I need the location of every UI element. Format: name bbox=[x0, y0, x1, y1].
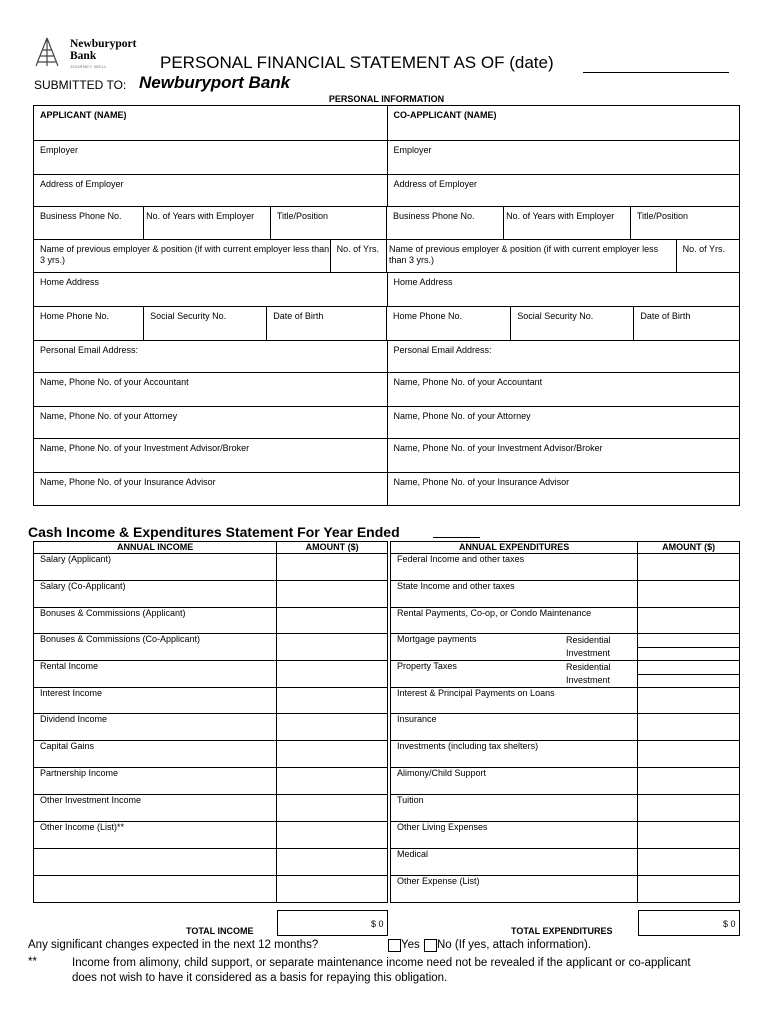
expenditure-item-text: State Income and other taxes bbox=[397, 581, 515, 591]
date-field[interactable] bbox=[583, 72, 729, 73]
expenditure-row bbox=[391, 768, 740, 795]
investment-label: Investment bbox=[566, 648, 611, 658]
expenditure-amount-field[interactable] bbox=[638, 822, 740, 849]
coapplicant-home-phone-field[interactable]: Home Phone No. bbox=[393, 311, 463, 321]
expenditure-item-text: Property Taxes bbox=[397, 661, 457, 671]
bank-name: Newburyport Bank bbox=[139, 73, 291, 92]
expenditure-item-label bbox=[391, 634, 638, 661]
income-item-label: Salary (Applicant) bbox=[34, 554, 277, 581]
applicant-home-address-field[interactable]: Home Address bbox=[40, 277, 100, 287]
expenditure-item-label bbox=[391, 876, 638, 903]
applicant-insurance-advisor-field[interactable]: Name, Phone No. of your Insurance Advisor bbox=[40, 477, 216, 487]
investment-label: Investment bbox=[566, 675, 611, 685]
income-row bbox=[34, 795, 388, 822]
expenditures-table bbox=[390, 541, 740, 903]
income-amount-field[interactable] bbox=[277, 554, 388, 581]
income-item-label: Bonuses & Commissions (Applicant) bbox=[34, 608, 277, 634]
expenditure-amount-field[interactable] bbox=[638, 714, 740, 741]
applicant-business-phone-field[interactable]: Business Phone No. bbox=[40, 211, 122, 221]
coapplicant-years-employer-field[interactable]: No. of Years with Employer bbox=[503, 207, 630, 239]
residential-label: Residential bbox=[566, 635, 611, 645]
income-item-label: Partnership Income bbox=[34, 768, 277, 795]
expenditure-amount-field[interactable] bbox=[638, 581, 740, 608]
income-header: ANNUAL INCOME bbox=[34, 542, 277, 554]
expenditure-item-label bbox=[391, 849, 638, 876]
income-amount-field[interactable] bbox=[277, 608, 388, 634]
income-amount-header: AMOUNT ($) bbox=[277, 542, 388, 554]
expenditure-item-text: Interest & Principal Payments on Loans bbox=[397, 688, 555, 698]
income-table bbox=[33, 541, 388, 903]
applicant-home-phone-field[interactable]: Home Phone No. bbox=[40, 311, 110, 321]
expenditure-amount-field[interactable] bbox=[638, 688, 740, 714]
changes-question: Any significant changes expected in the next 12 months? bbox=[28, 939, 319, 951]
expenditure-row bbox=[391, 688, 740, 714]
coapplicant-employer-field[interactable]: Employer bbox=[387, 141, 740, 174]
expenditure-row bbox=[391, 608, 740, 634]
expenditure-amount-field[interactable] bbox=[638, 741, 740, 768]
income-disclosure-note: Income from alimony, child support, or separate maintenance income need not be revealed if the applicant or co-applicant does not wish to have it considered as a basis for repaying this obligation. bbox=[72, 957, 691, 984]
expenditure-row bbox=[391, 822, 740, 849]
income-row bbox=[34, 581, 388, 608]
income-amount-field[interactable] bbox=[277, 688, 388, 714]
expenditure-item-text: Mortgage payments bbox=[397, 634, 477, 644]
expenditure-item-text: Other Expense (List) bbox=[397, 876, 480, 886]
no-label: No (If yes, attach information). bbox=[437, 939, 592, 951]
coapplicant-title-field[interactable]: Title/Position bbox=[630, 207, 739, 239]
expenditure-item-label bbox=[391, 768, 638, 795]
income-amount-field[interactable] bbox=[277, 634, 388, 661]
applicant-title-field[interactable]: Title/Position bbox=[270, 207, 386, 239]
income-amount-field[interactable] bbox=[277, 581, 388, 608]
applicant-email-field[interactable]: Personal Email Address: bbox=[40, 345, 139, 355]
applicant-attorney-field[interactable]: Name, Phone No. of your Attorney bbox=[40, 411, 178, 421]
total-income-label: TOTAL INCOME bbox=[186, 926, 254, 936]
income-row bbox=[34, 608, 388, 634]
applicant-investment-advisor-field[interactable]: Name, Phone No. of your Investment Advisor/Broker bbox=[40, 443, 250, 453]
submitted-to-label: SUBMITTED TO: bbox=[34, 78, 127, 92]
residential-label: Residential bbox=[566, 662, 611, 672]
personal-info-grid bbox=[33, 105, 740, 506]
total-expenditures-value: $ 0 bbox=[723, 919, 736, 929]
mortgage-type-labels bbox=[566, 661, 611, 687]
year-ended-field[interactable] bbox=[433, 537, 480, 538]
coapplicant-investment-advisor-field[interactable]: Name, Phone No. of your Investment Advisor/Broker bbox=[387, 439, 740, 472]
coapplicant-email-field[interactable]: Personal Email Address: bbox=[387, 341, 740, 372]
income-row bbox=[34, 741, 388, 768]
expenditure-item-text: Rental Payments, Co-op, or Condo Maintenance bbox=[397, 608, 592, 618]
yes-checkbox[interactable] bbox=[388, 939, 401, 952]
applicant-dob-field[interactable]: Date of Birth bbox=[266, 307, 386, 340]
applicant-employer-field[interactable]: Employer bbox=[40, 145, 79, 155]
income-item-label: Other Investment Income bbox=[34, 795, 277, 822]
page-title: PERSONAL FINANCIAL STATEMENT AS OF (date) bbox=[160, 53, 554, 72]
coapplicant-accountant-field[interactable]: Name, Phone No. of your Accountant bbox=[387, 373, 740, 406]
income-row bbox=[34, 714, 388, 741]
coapplicant-business-phone-field[interactable]: Business Phone No. bbox=[393, 211, 475, 221]
expenditures-header: ANNUAL EXPENDITURES bbox=[391, 542, 638, 554]
income-item-label: Interest Income bbox=[34, 688, 277, 714]
income-item-label: Capital Gains bbox=[34, 741, 277, 768]
applicant-employer-address-field[interactable]: Address of Employer bbox=[40, 179, 124, 189]
expenditure-amount-field[interactable] bbox=[638, 795, 740, 822]
expenditure-item-label bbox=[391, 688, 638, 714]
coapplicant-previous-employer-field[interactable]: Name of previous employer & position (if with current employer less than 3 yrs.) bbox=[389, 244, 659, 265]
residential-amount-field[interactable] bbox=[638, 634, 739, 648]
applicant-name-field[interactable]: APPLICANT (NAME) bbox=[40, 110, 127, 120]
coapplicant-previous-years-field[interactable]: No. of Yrs. bbox=[676, 240, 739, 272]
expenditure-row bbox=[391, 849, 740, 876]
expenditure-row bbox=[391, 795, 740, 822]
expenditure-row bbox=[391, 714, 740, 741]
expenditure-amount-field[interactable] bbox=[638, 608, 740, 634]
income-item-label: Bonuses & Commissions (Co-Applicant) bbox=[34, 634, 277, 661]
coapplicant-attorney-field[interactable]: Name, Phone No. of your Attorney bbox=[387, 407, 740, 438]
coapplicant-employer-address-field[interactable]: Address of Employer bbox=[387, 175, 740, 206]
expenditure-row bbox=[391, 661, 740, 688]
expenditure-item-text: Insurance bbox=[397, 714, 437, 724]
expenditure-item-text: Alimony/Child Support bbox=[397, 768, 487, 778]
expenditure-item-text: Tuition bbox=[397, 795, 424, 805]
coapplicant-insurance-advisor-field[interactable]: Name, Phone No. of your Insurance Advisor bbox=[387, 473, 740, 505]
income-row bbox=[34, 822, 388, 849]
expenditure-item-text: Investments (including tax shelters) bbox=[397, 741, 539, 751]
expenditure-amount-field[interactable] bbox=[638, 554, 740, 581]
expenditure-item-label bbox=[391, 554, 638, 581]
total-income-value: $ 0 bbox=[371, 919, 384, 929]
expenditure-item-text: Federal Income and other taxes bbox=[397, 554, 525, 564]
cash-statement-title: Cash Income & Expenditures Statement For Year Ended bbox=[28, 524, 400, 540]
income-item-label: Dividend Income bbox=[34, 714, 277, 741]
logo-name: Newburyport Bank bbox=[70, 38, 137, 62]
expenditure-item-text: Other Living Expenses bbox=[397, 822, 488, 832]
expenditure-row bbox=[391, 581, 740, 608]
expenditure-row bbox=[391, 876, 740, 903]
expenditure-row bbox=[391, 634, 740, 661]
expenditure-item-label bbox=[391, 741, 638, 768]
personal-info-title: PERSONAL INFORMATION bbox=[328, 94, 445, 104]
income-amount-field[interactable] bbox=[277, 795, 388, 822]
expenditures-amount-header: AMOUNT ($) bbox=[638, 542, 740, 554]
expenditure-item-label bbox=[391, 714, 638, 741]
expenditure-amount-field[interactable] bbox=[638, 768, 740, 795]
applicant-ssn-field[interactable]: Social Security No. bbox=[143, 307, 266, 340]
income-amount-field[interactable] bbox=[277, 741, 388, 768]
note-mark: ** bbox=[28, 956, 37, 968]
income-row bbox=[34, 661, 388, 688]
no-checkbox[interactable] bbox=[424, 939, 437, 952]
income-amount-field[interactable] bbox=[277, 849, 388, 876]
income-amount-field[interactable] bbox=[277, 714, 388, 741]
expenditure-item-label bbox=[391, 795, 638, 822]
expenditure-amount-field[interactable] bbox=[638, 634, 740, 661]
income-row bbox=[34, 768, 388, 795]
income-item-label: Other Income (List)** bbox=[34, 822, 277, 849]
income-row bbox=[34, 876, 388, 903]
income-amount-field[interactable] bbox=[277, 822, 388, 849]
residential-amount-field[interactable] bbox=[638, 661, 739, 675]
coapplicant-dob-field[interactable]: Date of Birth bbox=[633, 307, 739, 340]
mortgage-type-labels bbox=[566, 634, 611, 660]
total-expenditures-label: TOTAL EXPENDITURES bbox=[511, 926, 613, 936]
expenditure-item-label bbox=[391, 608, 638, 634]
income-row bbox=[34, 634, 388, 661]
expenditure-item-label bbox=[391, 822, 638, 849]
expenditure-item-text: Medical bbox=[397, 849, 429, 859]
income-row bbox=[34, 849, 388, 876]
expenditure-amount-field[interactable] bbox=[638, 876, 740, 903]
expenditure-item-label bbox=[391, 661, 638, 688]
income-row bbox=[34, 688, 388, 714]
applicant-accountant-field[interactable]: Name, Phone No. of your Accountant bbox=[40, 377, 189, 387]
income-item-label bbox=[34, 876, 277, 903]
totals-row bbox=[33, 910, 740, 936]
income-item-label bbox=[34, 849, 277, 876]
income-amount-field[interactable] bbox=[277, 768, 388, 795]
coapplicant-home-address-field[interactable]: Home Address bbox=[387, 273, 740, 306]
logo-tagline: JOURNEY WELL bbox=[70, 64, 108, 69]
yes-label: Yes bbox=[401, 939, 420, 951]
income-item-label: Salary (Co-Applicant) bbox=[34, 581, 277, 608]
income-row bbox=[34, 554, 388, 581]
income-item-label: Rental Income bbox=[34, 661, 277, 688]
expenditure-item-label bbox=[391, 581, 638, 608]
coapplicant-name-field[interactable]: CO-APPLICANT (NAME) bbox=[387, 106, 740, 140]
expenditure-row bbox=[391, 554, 740, 581]
expenditure-row bbox=[391, 741, 740, 768]
income-amount-field[interactable] bbox=[277, 876, 388, 903]
expenditure-amount-field[interactable] bbox=[638, 849, 740, 876]
applicant-previous-years-field[interactable]: No. of Yrs. bbox=[330, 240, 386, 272]
applicant-years-employer-field[interactable]: No. of Years with Employer bbox=[143, 207, 270, 239]
applicant-previous-employer-field[interactable]: Name of previous employer & position (if with current employer less than 3 yrs.) bbox=[40, 244, 330, 265]
income-amount-field[interactable] bbox=[277, 661, 388, 688]
expenditure-amount-field[interactable] bbox=[638, 661, 740, 688]
coapplicant-ssn-field[interactable]: Social Security No. bbox=[510, 307, 633, 340]
